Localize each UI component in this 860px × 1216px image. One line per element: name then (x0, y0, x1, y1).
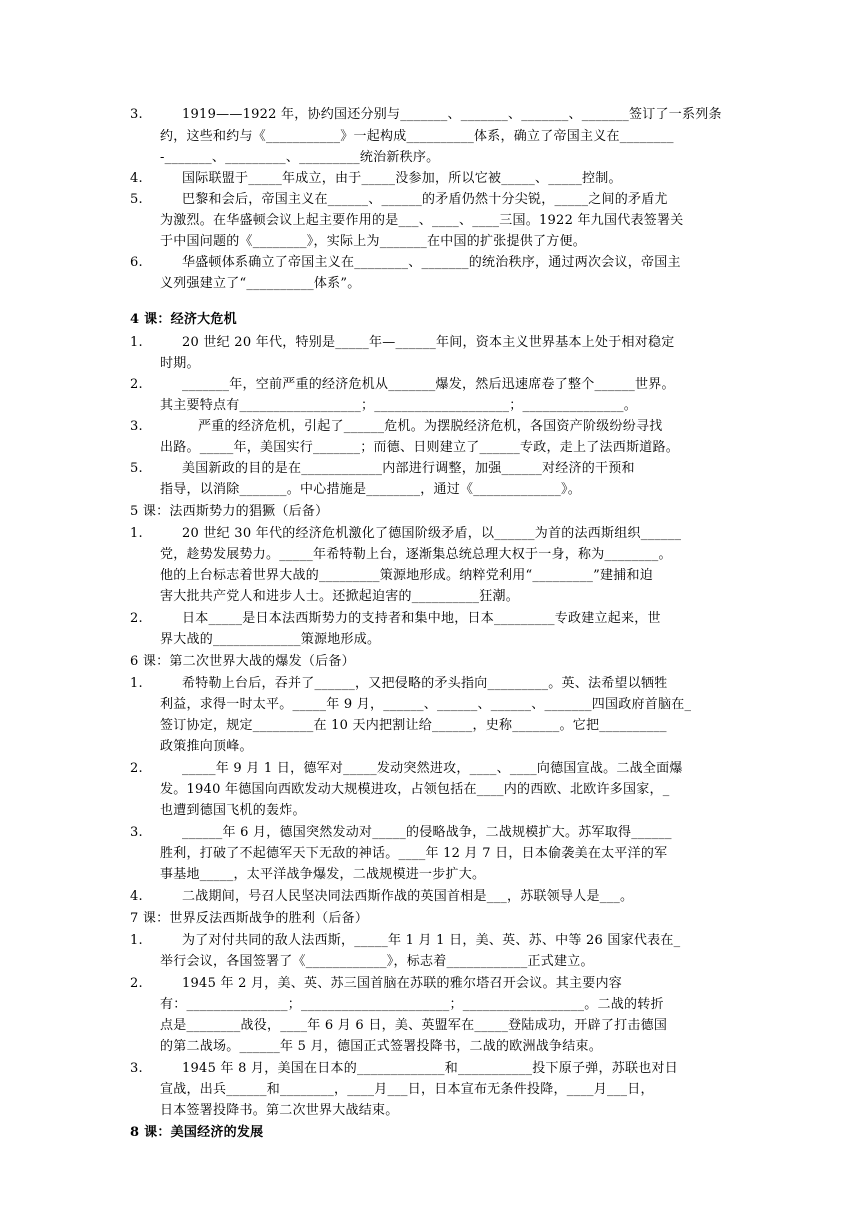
l7-item-3-num: 3. (130, 1061, 143, 1076)
l7-item-2-num: 2. (130, 976, 143, 991)
item-3-line-3: -_______、_________、_________统治新秩序。 (160, 150, 440, 165)
lesson-4-heading: 4 课：经济大危机 (130, 312, 237, 327)
l4-item-5-line-1: 美国新政的目的是在____________内部进行调整，加强______对经济的干预和 (182, 461, 635, 476)
item-3-line-1: 1919——1922 年，协约国还分别与_______、_______、_______、_______签订了一系列条 (182, 107, 722, 122)
l7-item-2-line-1: 1945 年 2 月，美、英、苏三国首脑在苏联的雅尔塔召开会议。其主要内容 (182, 976, 623, 991)
l4-item-2-line-2: 其主要特点有__________________；____________________；_______________。 (160, 398, 638, 413)
l4-item-2-num: 2. (130, 377, 143, 392)
item-6-line-1: 华盛顿体系确立了帝国主义在________、_______的统治秩序，通过两次会议，帝国主 (182, 255, 681, 270)
l6-item-1-line-1: 希特勒上台后，吞并了______，又把侵略的矛头指向_________。英、法希望以牺牲 (182, 676, 668, 691)
l5-item-2-line-2: 界大战的_____________策源地形成。 (160, 632, 381, 647)
l4-item-1-num: 1. (130, 335, 143, 350)
l4-item-5-line-2: 指导，以消除_______。中心措施是________，通过《_____________》。 (160, 482, 582, 497)
l5-item-1-line-1: 20 世纪 30 年代的经济危机激化了德国阶级矛盾，以______为首的法西斯组织______ (182, 526, 682, 541)
l7-item-2-line-3: 点是________战役，____年 6 月 6 日，美、英盟军在_____登陆成功，开辟了打击德国 (160, 1018, 668, 1033)
l7-item-1-line-2: 举行会议，各国签署了《____________》，标志着____________正式建立。 (160, 954, 594, 969)
l7-item-3-line-2: 宣战，出兵______和________，____月___日，日本宣布无条件投降，____月___日， (160, 1082, 654, 1097)
l5-item-1-line-3: 他的上台标志着世界大战的_________策源地形成。纳粹党利用“_________”建捕和迫 (160, 568, 654, 583)
l7-item-3-line-3: 日本签署投降书。第二次世界大战结束。 (160, 1103, 399, 1118)
lesson-6-heading: 6 课：第二次世界大战的爆发（后备） (130, 654, 355, 669)
l6-item-2-line-3: 也遭到德国飞机的轰炸。 (160, 803, 306, 818)
item-5-line-2: 为激烈。在华盛顿会议上起主要作用的是___、____、____三国。1922 年九国代表签署关 (160, 213, 684, 228)
l5-item-2-num: 2. (130, 611, 143, 626)
item-4-line-1: 国际联盟于_____年成立，由于_____没参加，所以它被_____、_____控制。 (182, 171, 622, 186)
l6-item-3-line-1: ______年 6 月，德国突然发动对_____的侵略战争，二战规模扩大。苏军取得______ (182, 825, 672, 840)
l6-item-1-num: 1. (130, 676, 143, 691)
l6-item-3-line-3: 事基地_____，太平洋战争爆发，二战规模进一步扩大。 (160, 867, 486, 882)
l6-item-2-line-2: 发。1940 年德国向西欧发动大规模进攻，占领包括在____内的西欧、北欧许多国家，_ (160, 782, 670, 797)
l7-item-2-line-2: 有：_______________；______________________；__________________。二战的转折 (160, 997, 664, 1012)
lesson-7-heading: 7 课：世界反法西斯战争的胜利（后备） (130, 911, 369, 926)
l6-item-1-line-3: 签订协定，规定_________在 10 天内把割让给______，史称_______。它把__________ (160, 718, 667, 733)
l4-item-5-num: 5. (130, 461, 143, 476)
l5-item-1-line-4: 害大批共产党人和进步人士。还掀起迫害的__________狂潮。 (160, 589, 520, 604)
l6-item-2-num: 2. (130, 761, 143, 776)
item-5-line-1: 巴黎和会后，帝国主义在______、______的矛盾仍然十分尖锐，_____之间的矛盾尤 (182, 192, 668, 207)
l6-item-4-num: 4. (130, 889, 143, 904)
l6-item-1-line-2: 利益，求得一时太平。_____年 9 月，______、______、______、_______四国政府首脑在_ (160, 697, 692, 712)
item-6-line-2: 义列强建立了“__________体系”。 (160, 276, 361, 291)
lesson-8-heading: 8 课：美国经济的发展 (130, 1125, 264, 1140)
l7-item-1-num: 1. (130, 933, 143, 948)
l5-item-2-line-1: 日本_____是日本法西斯势力的支持者和集中地，日本_________专政建立起来，世 (182, 611, 661, 626)
lesson-5-heading: 5 课：法西斯势力的猖獗（后备） (130, 504, 329, 519)
l4-item-1-line-2: 时期。 (160, 356, 200, 371)
l4-item-2-line-1: _______年，空前严重的经济危机从_______爆发，然后迅速席卷了整个______世界。 (182, 377, 675, 392)
item-5-line-3: 于中国问题的《________》，实际上为_______在中国的扩张提供了方便。 (160, 234, 587, 249)
l7-item-3-line-1: 1945 年 8 月，美国在日本的_____________和___________投下原子弹，苏联也对日 (182, 1061, 679, 1076)
l7-item-1-line-1: 为了对付共同的敌人法西斯，_____年 1 月 1 日，美、英、苏、中等 26 国家代表在_ (182, 933, 681, 948)
l6-item-2-line-1: _____年 9 月 1 日，德军对_____发动突然进攻，____、____向德国宣战。二战全面爆 (182, 761, 683, 776)
item-4-num: 4. (130, 171, 143, 186)
item-3-num: 3. (130, 107, 143, 122)
l4-item-1-line-1: 20 世纪 20 年代，特别是_____年—______年间，资本主义世界基本上处于相对稳定 (182, 335, 675, 350)
l7-item-2-line-4: 的第二战场。______年 5 月，德国正式签署投降书，二战的欧洲战争结束。 (160, 1039, 603, 1054)
l6-item-4-line-1: 二战期间，号召人民坚决同法西斯作战的英国首相是___，苏联领导人是___。 (182, 889, 634, 904)
item-3-line-2: 约，这些和约与《___________》一起构成__________体系，确立了帝国主义在________ (160, 129, 674, 144)
l5-item-1-line-2: 党，趁势发展势力。_____年希特勒上台，逐渐集总统总理大权于一身，称为________。 (160, 547, 672, 562)
l5-item-1-num: 1. (130, 526, 143, 541)
l4-item-3-line-2: 出路。_____年，美国实行_______；而德、日则建立了______专政，走上了法西斯道路。 (160, 440, 680, 455)
l4-item-3-num: 3. (130, 419, 143, 434)
l4-item-3-line-1: 严重的经济危机，引起了______危机。为摆脱经济危机，各国资产阶级纷纷寻找 (198, 419, 663, 434)
l6-item-3-num: 3. (130, 825, 143, 840)
item-5-num: 5. (130, 192, 143, 207)
item-6-num: 6. (130, 255, 143, 270)
l6-item-1-line-4: 政策推向顶峰。 (160, 739, 253, 754)
l6-item-3-line-2: 胜利，打破了不起德军天下无敌的神话。____年 12 月 7 日，日本偷袭美在太平洋的军 (160, 846, 668, 861)
